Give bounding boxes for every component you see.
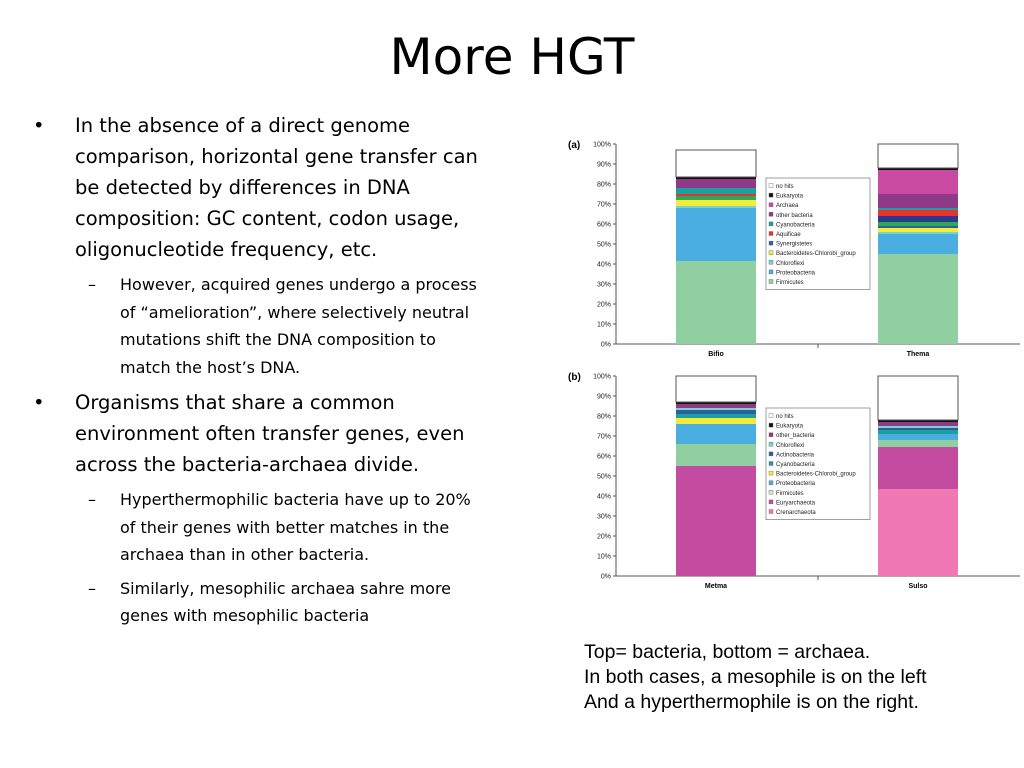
bullet-dot-icon: •	[33, 114, 45, 137]
legend-label: Archaea	[776, 203, 799, 210]
legend-label: Synergistetes	[776, 241, 813, 248]
legend-swatch	[769, 452, 773, 456]
legend-swatch	[769, 270, 773, 274]
legend-label: Actinobacteria	[776, 452, 815, 459]
category-label: Bifio	[708, 351, 724, 358]
bar-segment	[676, 404, 756, 408]
legend-swatch	[769, 212, 773, 216]
sub-bullet-item	[30, 575, 482, 630]
bar-segment	[878, 254, 958, 344]
legend-label: Euryarchaeota	[776, 500, 816, 507]
bar-segment	[878, 208, 958, 210]
bullet-dot-icon: •	[33, 391, 45, 414]
bar-segment	[878, 376, 958, 420]
bar-segment	[676, 424, 756, 444]
bar-segment	[878, 489, 958, 576]
y-tick-label: 40%	[596, 493, 611, 501]
legend-label: Cyanobacteria	[776, 222, 815, 229]
legend-swatch	[769, 184, 773, 188]
bar-segment	[878, 434, 958, 440]
legend-label: no hits	[776, 184, 794, 190]
y-tick-label: 60%	[596, 221, 611, 229]
bar-segment	[878, 422, 958, 426]
legend-swatch	[769, 510, 773, 514]
bar-segment	[878, 440, 958, 447]
bullet-item	[30, 387, 482, 480]
bar-segment	[676, 444, 756, 466]
bar-segment	[676, 414, 756, 418]
bar-segment	[878, 144, 958, 168]
slide-title: More HGT	[389, 28, 635, 86]
category-label: Metma	[704, 583, 728, 590]
legend-swatch	[769, 280, 773, 284]
bullet-item	[30, 110, 482, 265]
y-tick-label: 70%	[596, 201, 611, 209]
bullet-text: Organisms that share a common environment often transfer genes, even across the bacteria-archaea divide.	[75, 391, 465, 476]
legend-swatch	[769, 442, 773, 446]
legend-swatch	[769, 462, 773, 466]
bar-segment	[878, 232, 958, 234]
bar-segment	[676, 418, 756, 424]
legend-label: Firmicutes	[776, 490, 804, 497]
bar-segment	[676, 188, 756, 194]
bar-segment	[676, 410, 756, 414]
bar-segment	[676, 208, 756, 261]
bar-segment	[878, 234, 958, 254]
bar-segment	[676, 376, 756, 402]
sub-bullet-text: Hyperthermophilic bacteria have up to 20% of their genes with better matches in the archaea than in other bacteria.	[120, 490, 471, 564]
bar-segment	[878, 426, 958, 428]
bar-segment	[878, 430, 958, 434]
bullet-text: In the absence of a direct genome comparison, horizontal gene transfer can be detected by differences in DNA composition: GC content, codon usage, oligonucleotide frequency, etc.	[75, 114, 478, 261]
legend-swatch	[769, 481, 773, 485]
y-tick-label: 30%	[596, 513, 611, 521]
y-tick-label: 0%	[600, 341, 611, 349]
bar-segment	[878, 170, 958, 194]
legend-label: Firmicutes	[776, 280, 804, 286]
sub-bullet-item	[30, 486, 482, 569]
caption-line: And a hyperthermophile is on the right.	[584, 691, 919, 713]
y-tick-label: 80%	[596, 413, 611, 421]
y-tick-label: 90%	[596, 393, 611, 401]
legend-label: Eukaryota	[776, 423, 804, 430]
bar-segment	[878, 222, 958, 226]
legend-label: Proteobacteria	[776, 481, 816, 488]
legend-swatch	[769, 232, 773, 236]
y-tick-label: 90%	[596, 161, 611, 169]
y-tick-label: 80%	[596, 181, 611, 189]
legend-label: no hits	[776, 414, 794, 420]
figure-stacked-bar-charts	[560, 130, 1024, 600]
y-tick-label: 40%	[596, 261, 611, 269]
legend-swatch	[769, 433, 773, 437]
bar-segment	[878, 447, 958, 489]
bar-segment	[676, 150, 756, 177]
legend-label: Proteobacteria	[776, 270, 816, 277]
legend-label: Bacteroidetes-Chlorobi_group	[776, 471, 856, 478]
sub-bullet-text: Similarly, mesophilic archaea sahre more genes with mesophilic bacteria	[120, 578, 452, 625]
y-tick-label: 50%	[596, 473, 611, 481]
y-tick-label: 60%	[596, 453, 611, 461]
legend-swatch	[769, 203, 773, 207]
bar-segment	[676, 466, 756, 576]
legend-label: Crenarchaeota	[776, 510, 816, 516]
legend-label: Cyanobacteria	[776, 462, 815, 468]
legend-swatch	[769, 471, 773, 475]
legend-swatch	[769, 414, 773, 418]
category-label: Sulso	[908, 583, 928, 590]
legend-label: Chloroflexi	[776, 260, 805, 267]
legend-swatch	[769, 241, 773, 245]
y-tick-label: 30%	[596, 281, 611, 289]
legend-swatch	[769, 222, 773, 226]
category-label: Thema	[906, 351, 930, 358]
legend-label: Bacteroidetes-Chlorobi_group	[776, 251, 856, 258]
caption-line: In both cases, a mesophile is on the left	[584, 666, 927, 688]
bullet-list	[30, 110, 482, 636]
panel-label: (b)	[568, 372, 581, 383]
panel-label: (a)	[568, 140, 581, 151]
sub-bullet-item	[30, 271, 482, 381]
y-tick-label: 0%	[600, 573, 611, 581]
caption-line: Top= bacteria, bottom = archaea.	[584, 641, 871, 663]
bar-segment	[878, 226, 958, 228]
bar-segment	[878, 228, 958, 232]
legend-label: other bacteria	[776, 212, 813, 219]
bar-segment	[878, 216, 958, 222]
legend-label: Aquificae	[776, 232, 801, 238]
y-tick-label: 10%	[596, 553, 611, 561]
bar-segment	[878, 210, 958, 216]
y-tick-label: 50%	[596, 241, 611, 249]
bar-segment	[878, 428, 958, 430]
dash-icon: –	[88, 275, 96, 294]
dash-icon: –	[88, 490, 96, 509]
dash-icon: –	[88, 578, 96, 598]
bar-segment	[676, 261, 756, 344]
bar-segment	[878, 194, 958, 208]
y-tick-label: 20%	[596, 301, 611, 309]
bar-segment	[676, 206, 756, 208]
legend-swatch	[769, 423, 773, 427]
bar-segment	[676, 194, 756, 196]
y-tick-label: 10%	[596, 321, 611, 329]
bar-segment	[676, 200, 756, 206]
legend-label: other_bacteria	[776, 433, 815, 440]
legend-label: Chloroflexi	[776, 442, 805, 449]
legend-swatch	[769, 260, 773, 264]
legend-swatch	[769, 193, 773, 197]
y-tick-label: 70%	[596, 433, 611, 441]
legend-swatch	[769, 251, 773, 255]
figure-caption	[584, 640, 927, 715]
y-tick-label: 100%	[593, 141, 611, 149]
y-tick-label: 100%	[593, 373, 611, 381]
y-tick-label: 20%	[596, 533, 611, 541]
legend-swatch	[769, 490, 773, 494]
bar-segment	[676, 179, 756, 188]
legend-label: Eukaryota	[776, 193, 804, 200]
bar-segment	[676, 196, 756, 200]
legend-swatch	[769, 500, 773, 504]
bar-segment	[676, 408, 756, 410]
sub-bullet-text: However, acquired genes undergo a process of “amelioration”, where selectively neutral mutations shift the DNA composition to match the host’s DNA.	[120, 275, 477, 377]
